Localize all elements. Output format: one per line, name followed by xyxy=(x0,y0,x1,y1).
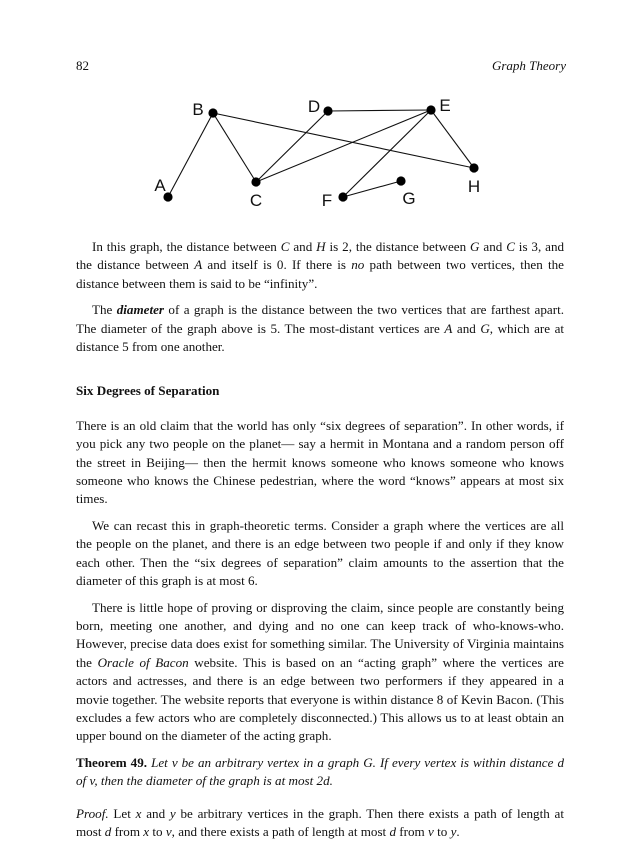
page-number: 82 xyxy=(76,58,89,73)
graph-edge-d-e xyxy=(328,110,431,111)
paragraph-graph-terms: We can recast this in graph-theoretic terms. Consider a graph where the vertices are all the people on the planet, and there is an edge between two people if and only if they know each other. Then the “six degrees of separation” claim amounts to the assertion that the diameter of this graph is at most 6. xyxy=(76,517,564,589)
graph-edge-c-e xyxy=(256,110,431,182)
graph-vertex-label-e: E xyxy=(439,96,451,115)
graph-vertex-label-g: G xyxy=(402,189,416,208)
graph-vertex-f xyxy=(338,192,347,201)
graph-edge-c-d xyxy=(256,111,328,182)
graph-vertices xyxy=(163,105,481,201)
graph-figure xyxy=(0,0,638,240)
term-diameter: diameter xyxy=(116,302,165,318)
graph-edge-e-h xyxy=(431,110,474,168)
graph-edge-a-b xyxy=(168,113,213,197)
section-title: Six Degrees of Separation xyxy=(76,383,220,399)
graph-edges xyxy=(168,110,474,197)
graph-vertex-c xyxy=(251,177,260,186)
paragraph-distance: In this graph, the distance between C and H is 2, the distance between G and C is 3, and the distance between A and itself is 0. If there is no path between two vertices, then the distance between them is said to be “infinity”. xyxy=(76,239,565,291)
graph-edge-f-e xyxy=(343,110,431,197)
graph-vertex-label-h: H xyxy=(467,177,481,196)
graph-vertex-g xyxy=(396,176,405,185)
running-title: Graph Theory xyxy=(491,58,566,73)
graph-vertex-b xyxy=(208,108,217,117)
paragraph-oracle-of-bacon: There is little hope of proving or disproving the claim, since people are constantly being born, meeting one another, and dying and no one can keep track of who-knows-who. However, precise data does exist for something similar. The University of Virginia maintains the Oracle of Bacon website. This is based on an “acting graph” where the vertices are actors and actresses, and there is an edge between two performers if they appeared in a movie together. The website reports that everyone is within distance 8 of Kevin Bacon. (This excludes a few actors who are completely disconnected.) This allows us to at least obtain an upper bound on the diameter of the acting graph. xyxy=(76,599,564,744)
graph-vertex-e xyxy=(426,105,435,114)
graph-vertex-h xyxy=(469,163,478,172)
graph-vertex-d xyxy=(323,106,332,115)
proof: Proof. Let x and y be arbitrary vertices in the graph. Then there exists a path of length at most d from x to v, and there exists a path of length at most d from v to y. xyxy=(76,805,565,839)
paragraph-diameter: The diameter of a graph is the distance between the two vertices that are farthest apart. The diameter of the graph above is 5. The most-distant vertices are A and G, which are at distance 5 from one another. xyxy=(76,302,565,355)
graph-edge-b-h xyxy=(213,113,474,168)
graph-edge-b-c xyxy=(213,113,256,182)
theorem-49: Theorem 49. Let v be an arbitrary vertex in a graph G. If every vertex is within distance d of v, then the diameter of the graph is at most 2d. xyxy=(76,754,564,789)
graph-vertex-label-a: A xyxy=(154,176,166,195)
paragraph-six-degrees: There is an old claim that the world has only “six degrees of separation”. In other words, if you pick any two people on the planet— say a hermit in Montana and a random person off the street in Beijing— then the hermit knows someone who knows someone who knows someone who knows the Chinese pedestrian, where the word “knows” appears at most six times. xyxy=(76,417,564,507)
graph-vertex-label-d: D xyxy=(307,97,321,116)
graph-vertex-label-f: F xyxy=(321,191,333,210)
graph-vertex-label-c: C xyxy=(249,191,263,210)
body-text xyxy=(76,238,564,849)
graph-vertex-label-b: B xyxy=(192,100,204,119)
